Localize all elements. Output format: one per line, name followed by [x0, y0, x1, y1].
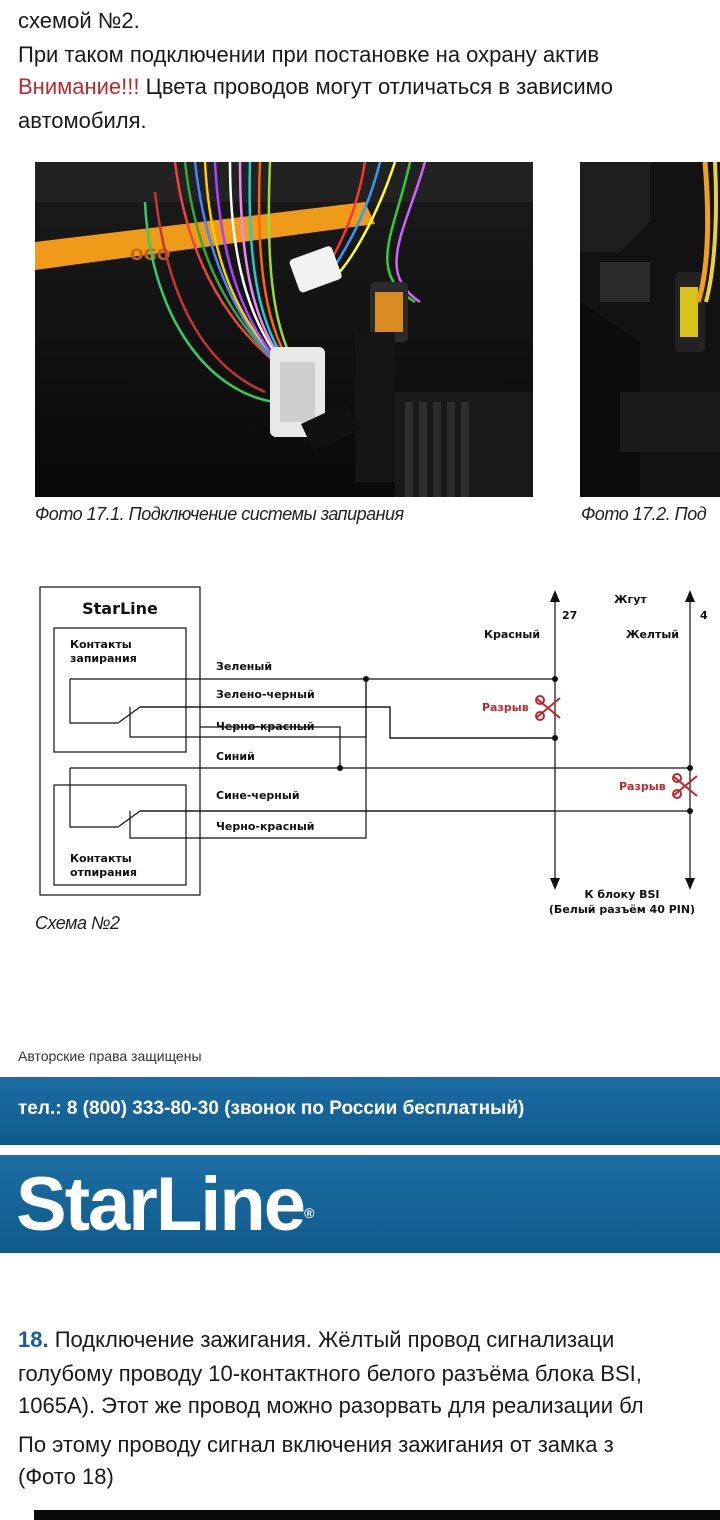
bsi-label: (Белый разъём 40 PIN) [548, 903, 696, 916]
lock-contacts-label: запирания [70, 652, 137, 665]
phone-text: тел.: 8 (800) 333-80-30 (звонок по России бесплатный) [18, 1098, 525, 1119]
starline-logo [16, 1162, 314, 1248]
wire-label: Сине-черный [216, 789, 300, 802]
logo-text: StarLine [16, 1162, 305, 1247]
text-line: По этому проводу сигнал включения зажигания от замка з [18, 1432, 614, 1457]
warning-label: Внимание!!! [18, 74, 140, 99]
harness-label: Жгут [614, 593, 647, 606]
starline-unit-title: StarLine [82, 599, 158, 618]
wiring-schema [0, 580, 720, 920]
starline-unit-box [40, 587, 200, 895]
harness-wire-label: Желтый [626, 628, 680, 641]
lock-contacts-label: Контакты [70, 638, 132, 651]
text-line: 1065A). Этот же провод можно разорвать для реализации бл [18, 1393, 644, 1418]
wire-label: Зеленый [216, 660, 273, 673]
break-label: Разрыв [619, 780, 666, 793]
section-text: Подключение зажигания. Жёлтый провод сигнализаци [48, 1327, 615, 1352]
banner-divider [0, 1145, 720, 1155]
svg-text:OGO: OGO [130, 245, 171, 264]
photo-18-edge [34, 1510, 720, 1520]
text-line: (Фото 18) [18, 1464, 114, 1489]
copyright-note: Авторские права защищены [18, 1048, 202, 1064]
text-line: схемой №2. [18, 8, 140, 33]
photo-lock-connection [35, 162, 533, 497]
break-label: Разрыв [482, 701, 529, 714]
harness-wire-label: Красный [484, 628, 541, 641]
text-line [18, 1325, 614, 1355]
photo-unlock-connection [580, 162, 720, 497]
registered-mark: ® [304, 1205, 315, 1221]
text-line: При таком подключении при постановке на охрану актив [18, 42, 600, 67]
photo-caption: Фото 17.2. Под [581, 504, 707, 524]
wire-label: Черно-красный [216, 820, 315, 833]
photo-caption: Фото 17.1. Подключение системы запирания [35, 504, 404, 524]
unlock-contacts-label: Контакты [70, 852, 132, 865]
wire-label: Зелено-черный [216, 688, 315, 701]
pin-label: 27 [562, 609, 578, 622]
wire-label: Черно-красный [216, 720, 315, 733]
unlock-contacts-label: отпирания [70, 866, 137, 879]
schema-caption: Схема №2 [35, 913, 120, 933]
scissors-icon [536, 696, 560, 720]
pin-label: 4 [700, 609, 708, 622]
scissors-icon [673, 774, 697, 798]
warning-text: Цвета проводов могут отличаться в зависимо [139, 74, 614, 99]
text-line [18, 72, 613, 102]
bsi-label: К блоку BSI [584, 888, 660, 901]
wire-label: Синий [216, 750, 255, 763]
text-line: голубому проводу 10-контактного белого разъёма блока BSI, [18, 1361, 642, 1386]
text-line: автомобиля. [18, 108, 147, 133]
wiring-photo-illustration [580, 162, 720, 497]
wiring-photo-illustration [35, 162, 533, 497]
section-number: 18. [18, 1327, 49, 1352]
